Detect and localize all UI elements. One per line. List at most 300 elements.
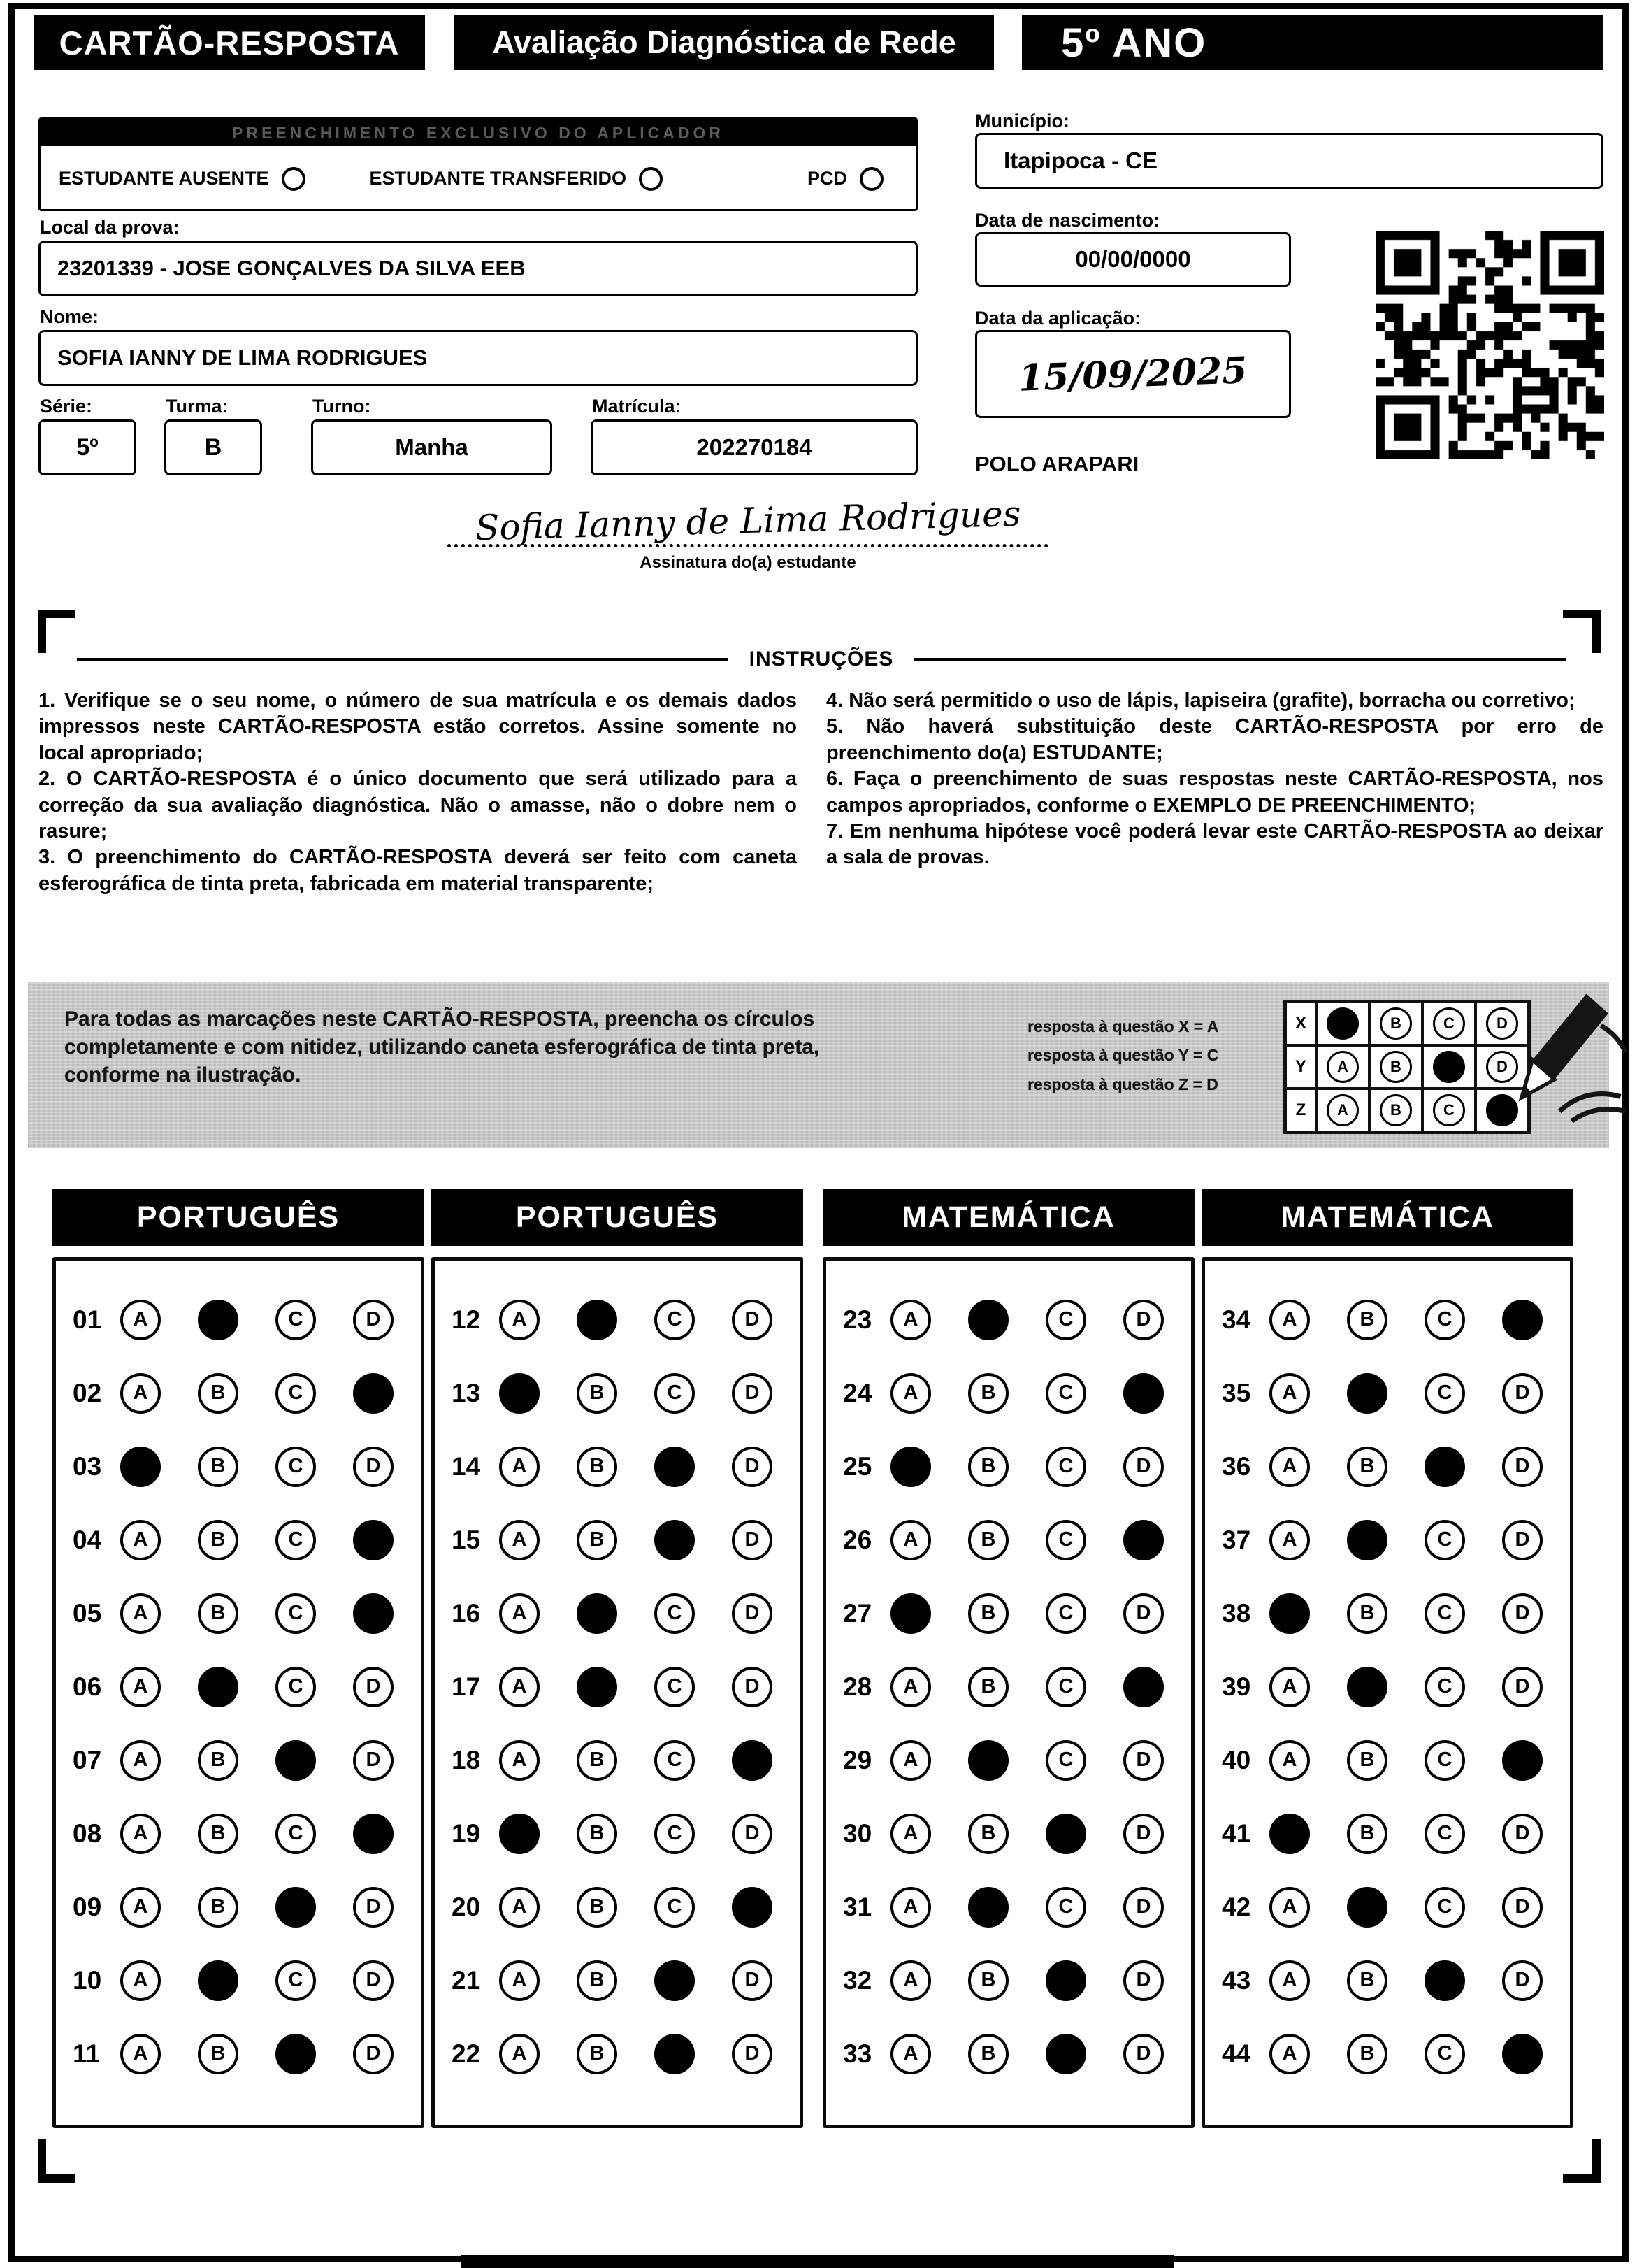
bubble-B[interactable]: B — [198, 1300, 238, 1340]
bubble-A[interactable]: A — [1269, 1960, 1310, 2001]
bubble-C[interactable]: C — [275, 1520, 316, 1560]
question-row — [73, 1283, 421, 1356]
bubble-B[interactable]: B — [1347, 1667, 1387, 1707]
bubble-C[interactable]: C — [1425, 1593, 1465, 1634]
example-cell — [1316, 1045, 1369, 1089]
turno-field — [311, 419, 552, 475]
applicator-bar-text: PREENCHIMENTO EXCLUSIVO DO APLICADOR — [232, 123, 724, 142]
bubble-B[interactable]: B — [968, 1447, 1009, 1487]
bubble-B[interactable]: B — [968, 1740, 1009, 1781]
bubble-C[interactable]: C — [654, 1593, 695, 1634]
instruction-item-4: 4. Não será permitido o uso de lápis, lapiseira (grafite), borracha ou corretivo; — [826, 689, 1575, 712]
question-number: 10 — [73, 1965, 102, 1995]
bubble-B[interactable]: B — [577, 2034, 617, 2074]
bubble-C[interactable]: C — [1046, 1300, 1086, 1340]
bubble-A[interactable]: A — [1269, 2034, 1310, 2074]
local-label: Local da prova: — [40, 217, 180, 238]
question-number: 28 — [843, 1672, 872, 1701]
bubble-D[interactable]: D — [1502, 1447, 1543, 1487]
bubble-C[interactable]: C — [654, 1814, 695, 1854]
question-row — [73, 1356, 421, 1430]
bubble-C[interactable]: C — [275, 1593, 316, 1634]
estudante-ausente-circle[interactable] — [282, 167, 305, 191]
bubble-A[interactable]: A — [120, 1593, 161, 1634]
bubble-A[interactable]: A — [120, 2034, 161, 2074]
bubble-D[interactable]: D — [1502, 1593, 1543, 1634]
bubble-D[interactable]: D — [1123, 1593, 1164, 1634]
instructions-column-left — [38, 688, 797, 897]
question-number: 04 — [73, 1525, 102, 1554]
bubble-A[interactable]: A — [1269, 1740, 1310, 1781]
bubble-C[interactable]: C — [654, 1740, 695, 1781]
bubble-B[interactable]: B — [198, 1667, 238, 1707]
local-value: 23201339 - JOSE GONÇALVES DA SILVA EEB — [57, 256, 526, 280]
question-row — [1222, 1430, 1570, 1503]
bubble-B[interactable]: B — [1347, 1740, 1387, 1781]
bubble-B[interactable]: B — [968, 1887, 1009, 1928]
aplicacao-label: Data da aplicação: — [975, 308, 1141, 329]
question-number: 44 — [1222, 2039, 1251, 2068]
bubble-C[interactable]: C — [275, 1667, 316, 1707]
bubble-D[interactable]: D — [1123, 1814, 1164, 1854]
bubble-A[interactable]: A — [499, 1667, 540, 1707]
nome-label: Nome: — [40, 306, 99, 327]
question-number: 20 — [452, 1892, 481, 1921]
bubble-B[interactable]: B — [1347, 1447, 1387, 1487]
question-number: 05 — [73, 1598, 102, 1628]
question-row — [1222, 1944, 1570, 2017]
bubble-B[interactable]: B — [577, 1887, 617, 1928]
bubble-C[interactable]: C — [654, 1667, 695, 1707]
question-row — [73, 1797, 421, 1870]
question-number: 31 — [843, 1892, 872, 1921]
bubble-C[interactable]: C — [1046, 1447, 1086, 1487]
bubble-A[interactable]: A — [120, 1740, 161, 1781]
bubble-C[interactable]: C — [1425, 1300, 1465, 1340]
bubble-C[interactable]: C — [1425, 1740, 1465, 1781]
question-row — [1222, 1870, 1570, 1944]
question-row — [452, 1650, 800, 1723]
bubble-A[interactable]: A — [499, 1447, 540, 1487]
question-number: 14 — [452, 1451, 481, 1481]
bubble-C[interactable]: C — [1046, 1887, 1086, 1928]
bubble-A[interactable]: A — [890, 1814, 931, 1854]
bubble-A[interactable]: A — [120, 1887, 161, 1928]
bubble-B[interactable]: B — [198, 1887, 238, 1928]
bubble-A[interactable]: A — [890, 1593, 931, 1634]
bubble-B[interactable]: B — [577, 1373, 617, 1414]
bubble-D[interactable]: D — [1123, 2034, 1164, 2074]
bubble-D[interactable]: D — [732, 1300, 772, 1340]
bubble-C[interactable]: C — [1425, 1960, 1465, 2001]
bubble-B[interactable]: B — [1347, 1814, 1387, 1854]
bubble-A[interactable]: A — [120, 1300, 161, 1340]
bubble-C[interactable]: C — [1046, 1373, 1086, 1414]
instruction-item-7: 7. Em nenhuma hipótese você poderá levar este CARTÃO-RESPOSTA ao deixar a sala de provas. — [826, 820, 1603, 869]
estudante-transferido-label: ESTUDANTE TRANSFERIDO — [369, 168, 627, 189]
bubble-D[interactable]: D — [732, 1520, 772, 1560]
bubble-C[interactable]: C — [654, 1300, 695, 1340]
bubble-C: C — [1433, 1051, 1465, 1083]
bubble-A[interactable]: A — [499, 1300, 540, 1340]
bubble-A[interactable]: A — [120, 1447, 161, 1487]
bubble-B: B — [1380, 1007, 1412, 1040]
question-number: 11 — [73, 2039, 101, 2068]
question-number: 39 — [1222, 1672, 1251, 1701]
student-signature: Sofia Ianny de Lima Rodrigues — [475, 493, 1021, 549]
bubble-A[interactable]: A — [890, 1373, 931, 1414]
polo-label: POLO ARAPARI — [975, 452, 1139, 476]
bubble-D[interactable]: D — [1502, 1520, 1543, 1560]
bubble-C[interactable]: C — [1425, 1520, 1465, 1560]
bubble-A: A — [1327, 1051, 1359, 1083]
example-cell — [1369, 1089, 1422, 1132]
bubble-A[interactable]: A — [120, 1667, 161, 1707]
instructions-title: INSTRUÇÕES — [749, 647, 894, 670]
bubble-B[interactable]: B — [577, 1740, 617, 1781]
serie-field — [38, 419, 136, 475]
bubble-C[interactable]: C — [1046, 1960, 1086, 2001]
bubble-D[interactable]: D — [1502, 1814, 1543, 1854]
question-row — [843, 1356, 1191, 1430]
question-row — [843, 1283, 1191, 1356]
bubble-B[interactable]: B — [968, 1960, 1009, 2001]
bubble-B[interactable]: B — [1347, 1300, 1387, 1340]
bubble-D[interactable]: D — [732, 1593, 772, 1634]
bubble-B[interactable]: B — [198, 1814, 238, 1854]
bubble-C[interactable]: C — [275, 1740, 316, 1781]
bubble-A[interactable]: A — [1269, 1373, 1310, 1414]
bubble-D[interactable]: D — [353, 1300, 394, 1340]
example-grid — [1283, 1000, 1531, 1134]
bubble-C[interactable]: C — [1046, 1814, 1086, 1854]
question-number: 17 — [452, 1672, 481, 1701]
answer-grid — [1202, 1257, 1573, 2128]
bubble-B: B — [1380, 1051, 1412, 1083]
bubble-A: A — [1327, 1007, 1359, 1040]
bubble-A[interactable]: A — [890, 1887, 931, 1928]
bubble-D[interactable]: D — [1123, 1667, 1164, 1707]
bubble-A[interactable]: A — [1269, 1593, 1310, 1634]
instruction-item-3: 3. O preenchimento do CARTÃO-RESPOSTA deverá ser feito com caneta esferográfica de tinta preta, fabricada em material transparente; — [38, 846, 797, 895]
bubble-B[interactable]: B — [1347, 1520, 1387, 1560]
bubble-B[interactable]: B — [198, 1447, 238, 1487]
bubble-D[interactable]: D — [353, 1447, 394, 1487]
bubble-D[interactable]: D — [353, 1520, 394, 1560]
legend-line-2: resposta à questão Y = C — [1027, 1046, 1219, 1065]
bubble-C[interactable]: C — [275, 1447, 316, 1487]
bubble-D[interactable]: D — [1123, 1373, 1164, 1414]
bubble-A[interactable]: A — [890, 1667, 931, 1707]
bubble-B[interactable]: B — [198, 1593, 238, 1634]
bubble-B[interactable]: B — [198, 1740, 238, 1781]
bubble-A[interactable]: A — [499, 1373, 540, 1414]
instructions-rule-left — [77, 658, 728, 661]
instruction-item-6: 6. Faça o preenchimento de suas respostas neste CARTÃO-RESPOSTA, nos campos apropriados, conforme o EXEMPLO DE PREENCHIMENTO; — [826, 768, 1603, 817]
bubble-B[interactable]: B — [577, 1814, 617, 1854]
bubble-D[interactable]: D — [1502, 1667, 1543, 1707]
bubble-C[interactable]: C — [275, 1373, 316, 1414]
question-number: 42 — [1222, 1892, 1251, 1921]
bubble-A[interactable]: A — [499, 1887, 540, 1928]
example-cell — [1422, 1045, 1476, 1089]
aplicacao-value: 15/09/2025 — [1018, 348, 1248, 400]
turno-label: Turno: — [312, 396, 371, 417]
question-number: 30 — [843, 1818, 872, 1848]
bubble-D: D — [1486, 1094, 1518, 1126]
bubble-D[interactable]: D — [1123, 1447, 1164, 1487]
bubble-B[interactable]: B — [968, 1814, 1009, 1854]
bubble-A[interactable]: A — [1269, 1887, 1310, 1928]
question-number: 26 — [843, 1525, 872, 1554]
bottom-timing-bar — [461, 2255, 1174, 2268]
bubble-C[interactable]: C — [654, 1960, 695, 2001]
question-number: 43 — [1222, 1965, 1251, 1995]
question-number: 37 — [1222, 1525, 1251, 1554]
question-row — [1222, 1283, 1570, 1356]
bubble-D[interactable]: D — [353, 1593, 394, 1634]
question-row — [452, 1797, 800, 1870]
question-row — [843, 2017, 1191, 2090]
hand-with-pen-icon — [1515, 987, 1637, 1137]
question-row — [1222, 2017, 1570, 2090]
question-number: 25 — [843, 1451, 872, 1481]
bubble-B[interactable]: B — [1347, 1593, 1387, 1634]
bubble-A[interactable]: A — [1269, 1447, 1310, 1487]
bubble-A[interactable]: A — [499, 1960, 540, 2001]
bubble-D[interactable]: D — [353, 1814, 394, 1854]
bubble-C[interactable]: C — [1046, 2034, 1086, 2074]
bubble-B[interactable]: B — [968, 1373, 1009, 1414]
bubble-B[interactable]: B — [968, 1667, 1009, 1707]
question-row — [452, 1283, 800, 1356]
bubble-B: B — [1380, 1094, 1412, 1126]
instruction-item-2: 2. O CARTÃO-RESPOSTA é o único documento que será utilizado para a correção da sua avaliação diagnóstica. Não o amasse, não o dobre nem o rasure; — [38, 768, 797, 843]
question-row — [73, 1430, 421, 1503]
bubble-D[interactable]: D — [732, 1960, 772, 2001]
bubble-B[interactable]: B — [577, 1447, 617, 1487]
example-row — [1285, 1089, 1529, 1132]
question-row — [452, 1503, 800, 1577]
bubble-B[interactable]: B — [198, 2034, 238, 2074]
pcd-label: PCD — [807, 168, 847, 189]
bubble-B[interactable]: B — [1347, 1960, 1387, 2001]
bubble-C[interactable]: C — [275, 2034, 316, 2074]
example-cell — [1422, 1002, 1476, 1045]
question-row — [73, 1503, 421, 1577]
question-number: 01 — [73, 1305, 102, 1334]
bubble-C[interactable]: C — [1425, 1447, 1465, 1487]
bubble-A[interactable]: A — [890, 2034, 931, 2074]
answer-column-title: PORTUGUÊS — [52, 1189, 424, 1246]
example-row-label: X — [1285, 1002, 1316, 1045]
example-row — [1285, 1045, 1529, 1089]
bubble-D[interactable]: D — [1123, 1740, 1164, 1781]
bubble-A[interactable]: A — [890, 1740, 931, 1781]
question-number: 23 — [843, 1305, 872, 1334]
bubble-B[interactable]: B — [198, 1373, 238, 1414]
bubble-C[interactable]: C — [1425, 1667, 1465, 1707]
instructions-header — [77, 647, 1566, 671]
bubble-D[interactable]: D — [732, 1447, 772, 1487]
turno-value: Manha — [395, 434, 468, 460]
answer-column-4 — [1202, 1189, 1573, 2128]
bubble-D[interactable]: D — [1502, 1740, 1543, 1781]
bubble-B[interactable]: B — [577, 1593, 617, 1634]
bubble-A[interactable]: A — [1269, 1667, 1310, 1707]
bubble-A[interactable]: A — [1269, 1814, 1310, 1854]
question-number: 24 — [843, 1378, 872, 1407]
question-row — [73, 2017, 421, 2090]
question-row — [73, 1870, 421, 1944]
sheet-title: CARTÃO-RESPOSTA — [34, 15, 425, 70]
bubble-A[interactable]: A — [499, 1740, 540, 1781]
bubble-D[interactable]: D — [353, 1740, 394, 1781]
bubble-D[interactable]: D — [353, 1373, 394, 1414]
signature-line — [447, 493, 1048, 549]
bubble-C[interactable]: C — [654, 1887, 695, 1928]
municipio-label: Município: — [975, 110, 1069, 131]
bubble-B[interactable]: B — [1347, 1373, 1387, 1414]
question-number: 32 — [843, 1965, 872, 1995]
answer-column-title: MATEMÁTICA — [1202, 1189, 1573, 1246]
bubble-C[interactable]: C — [654, 1373, 695, 1414]
bubble-D[interactable]: D — [732, 1373, 772, 1414]
bubble-B[interactable]: B — [577, 1520, 617, 1560]
bubble-C[interactable]: C — [275, 1814, 316, 1854]
example-row-label: Y — [1285, 1045, 1316, 1089]
serie-value: 5º — [76, 433, 99, 461]
bubble-A[interactable]: A — [499, 1593, 540, 1634]
question-number: 08 — [73, 1818, 102, 1848]
bubble-D[interactable]: D — [732, 1814, 772, 1854]
bubble-A[interactable]: A — [1269, 1300, 1310, 1340]
bubble-D[interactable]: D — [1502, 1373, 1543, 1414]
bubble-C[interactable]: C — [275, 1300, 316, 1340]
bubble-D[interactable]: D — [353, 1667, 394, 1707]
estudante-transferido-circle[interactable] — [639, 167, 663, 191]
nome-value: SOFIA IANNY DE LIMA RODRIGUES — [57, 345, 428, 370]
bubble-A[interactable]: A — [120, 1960, 161, 2001]
qr-code — [1376, 231, 1604, 459]
bubble-A[interactable]: A — [1269, 1520, 1310, 1560]
question-number: 36 — [1222, 1451, 1251, 1481]
bubble-D[interactable]: D — [1502, 1300, 1543, 1340]
bubble-A[interactable]: A — [499, 1520, 540, 1560]
bubble-D[interactable]: D — [353, 1887, 394, 1928]
bubble-C[interactable]: C — [654, 2034, 695, 2074]
bubble-D[interactable]: D — [1123, 1960, 1164, 2001]
bubble-D[interactable]: D — [1502, 1887, 1543, 1928]
question-row — [843, 1503, 1191, 1577]
bubble-C[interactable]: C — [1425, 2034, 1465, 2074]
question-row — [452, 1870, 800, 1944]
bubble-D[interactable]: D — [732, 1667, 772, 1707]
question-number: 27 — [843, 1598, 872, 1628]
question-number: 15 — [452, 1525, 481, 1554]
bubble-A[interactable]: A — [890, 1960, 931, 2001]
turma-value: B — [204, 433, 222, 461]
applicator-section — [38, 117, 918, 211]
question-row — [452, 1577, 800, 1650]
bubble-B[interactable]: B — [968, 2034, 1009, 2074]
municipio-field — [975, 133, 1603, 189]
question-row — [1222, 1723, 1570, 1797]
answer-column-title: MATEMÁTICA — [823, 1189, 1195, 1246]
bubble-D[interactable]: D — [353, 1960, 394, 2001]
bubble-D[interactable]: D — [732, 1887, 772, 1928]
bubble-C[interactable]: C — [1046, 1520, 1086, 1560]
bubble-D[interactable]: D — [732, 2034, 772, 2074]
bubble-C[interactable]: C — [1046, 1740, 1086, 1781]
bubble-D[interactable]: D — [1123, 1887, 1164, 1928]
bubble-A[interactable]: A — [890, 1520, 931, 1560]
bubble-C[interactable]: C — [1425, 1814, 1465, 1854]
question-row — [843, 1944, 1191, 2017]
bubble-A[interactable]: A — [499, 1814, 540, 1854]
pcd-circle[interactable] — [860, 167, 884, 191]
question-row — [1222, 1797, 1570, 1870]
question-row — [843, 1870, 1191, 1944]
question-row — [452, 2017, 800, 2090]
bubble-A[interactable]: A — [120, 1373, 161, 1414]
question-number: 12 — [452, 1305, 481, 1334]
local-field — [38, 241, 918, 296]
bubble-B[interactable]: B — [577, 1960, 617, 2001]
bubble-B[interactable]: B — [577, 1667, 617, 1707]
registration-mark-top-right — [1563, 610, 1601, 653]
bubble-C[interactable]: C — [1425, 1887, 1465, 1928]
example-cell — [1316, 1089, 1369, 1132]
example-cell — [1422, 1089, 1476, 1132]
signature-label: Assinatura do(a) estudante — [640, 553, 856, 572]
bubble-D[interactable]: D — [1123, 1300, 1164, 1340]
bubble-A[interactable]: A — [890, 1300, 931, 1340]
bubble-D[interactable]: D — [1502, 2034, 1543, 2074]
bubble-C[interactable]: C — [654, 1520, 695, 1560]
bubble-B[interactable]: B — [198, 1960, 238, 2001]
bubble-C[interactable]: C — [1046, 1667, 1086, 1707]
bubble-B[interactable]: B — [1347, 2034, 1387, 2074]
fill-example-box — [28, 982, 1609, 1148]
bubble-B[interactable]: B — [1347, 1887, 1387, 1928]
bubble-C[interactable]: C — [275, 1960, 316, 2001]
bubble-B[interactable]: B — [198, 1520, 238, 1560]
bubble-A[interactable]: A — [120, 1814, 161, 1854]
bubble-D[interactable]: D — [732, 1740, 772, 1781]
answer-column-title: PORTUGUÊS — [431, 1189, 803, 1246]
question-number: 22 — [452, 2039, 481, 2068]
bubble-C[interactable]: C — [654, 1447, 695, 1487]
legend-line-3: resposta à questão Z = D — [1027, 1075, 1218, 1093]
bubble-A[interactable]: A — [499, 2034, 540, 2074]
bubble-B[interactable]: B — [968, 1520, 1009, 1560]
bubble-C: C — [1433, 1094, 1465, 1126]
bubble-A[interactable]: A — [120, 1520, 161, 1560]
bubble-C[interactable]: C — [275, 1887, 316, 1928]
bubble-C[interactable]: C — [1425, 1373, 1465, 1414]
answer-grid — [823, 1257, 1195, 2128]
bubble-D[interactable]: D — [1502, 1960, 1543, 2001]
bubble-B[interactable]: B — [968, 1593, 1009, 1634]
bubble-A[interactable]: A — [890, 1447, 931, 1487]
matricula-field — [591, 419, 918, 475]
bubble-B[interactable]: B — [968, 1300, 1009, 1340]
bubble-B[interactable]: B — [577, 1300, 617, 1340]
bubble-D[interactable]: D — [353, 2034, 394, 2074]
bubble-D[interactable]: D — [1123, 1520, 1164, 1560]
bubble-C[interactable]: C — [1046, 1593, 1086, 1634]
